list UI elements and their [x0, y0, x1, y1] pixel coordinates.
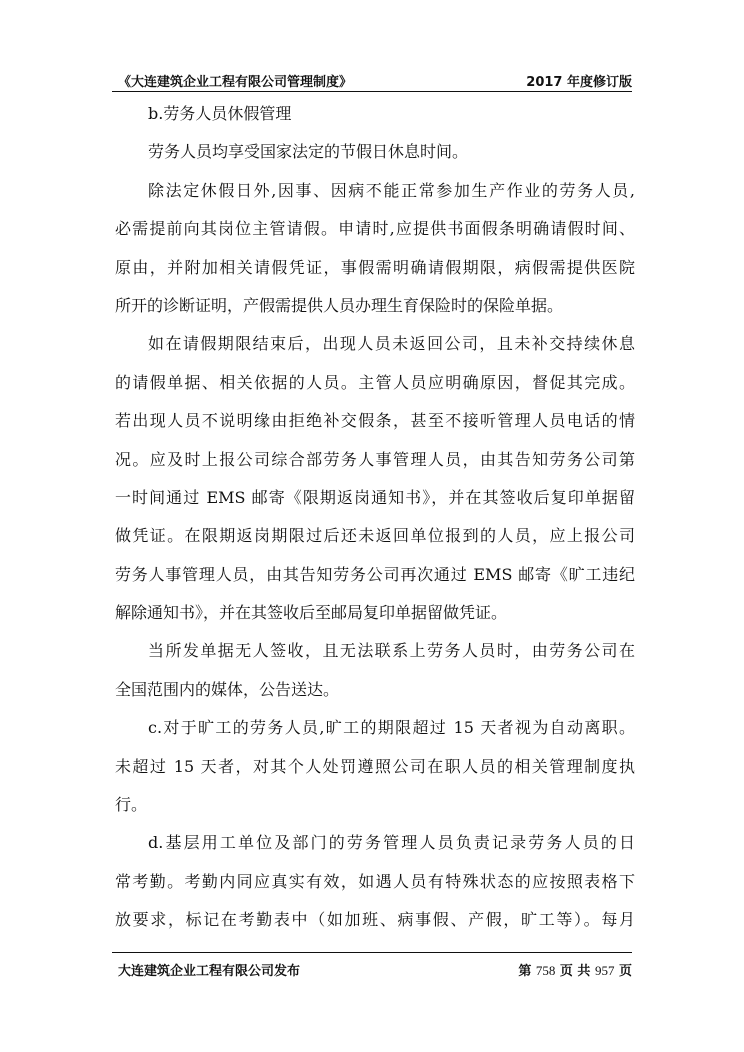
text-line: 劳务人事管理人员，由其告知劳务公司再次通过 EMS 邮寄《旷工违纪: [115, 564, 635, 584]
text-line: c.对于旷工的劳务人员,旷工的期限超过 15 天者视为自动离职。: [148, 718, 635, 738]
current-page-number: 758: [535, 963, 556, 978]
footer-divider: [112, 952, 632, 953]
page-body: [115, 95, 635, 940]
page-suffix: 页: [618, 964, 632, 979]
document-title: 《大连建筑企业工程有限公司管理制度》: [118, 75, 353, 90]
text-line: 全国范围内的媒体，公告送达。: [115, 679, 340, 699]
text-line: d.基层用工单位及部门的劳务管理人员负责记录劳务人员的日: [148, 833, 635, 853]
publisher-label: 大连建筑企业工程有限公司发布: [118, 964, 301, 979]
text-line: 必需提前向其岗位主管请假。申请时,应提供书面假条明确请假时间、: [115, 219, 635, 239]
text-line: 一时间通过 EMS 邮寄《限期返岗通知书》，并在其签收后复印单据留: [115, 487, 635, 507]
text-line: 如在请假期限结束后，出现人员未返回公司，且未补交持续休息: [148, 334, 635, 354]
text-line: 劳务人员均享受国家法定的节假日休息时间。: [148, 142, 469, 162]
text-line: 未超过 15 天者，对其个人处罚遵照公司在职人员的相关管理制度执: [115, 756, 635, 776]
text-line: 所开的诊断证明，产假需提供人员办理生育保险时的保险单据。: [115, 295, 564, 315]
page-counter: [518, 960, 632, 979]
edition-label: 2017 年度修订版: [526, 75, 632, 90]
text-line: 行。: [115, 795, 148, 815]
text-line: 解除通知书》，并在其签收后至邮局复印单据留做凭证。: [115, 603, 508, 623]
header-divider: [112, 91, 632, 92]
text-line: 常考勤。考勤内同应真实有效，如遇人员有特殊状态的应按照表格下: [115, 871, 635, 891]
text-line: 况。应及时上报公司综合部劳务人事管理人员，由其告知劳务公司第: [115, 449, 635, 469]
page-middle: 页 共: [559, 964, 591, 979]
text-line: 除法定休假日外,因事、因病不能正常参加生产作业的劳务人员,: [148, 180, 635, 200]
text-line: 当所发单据无人签收，且无法联系上劳务人员时，由劳务公司在: [148, 641, 635, 661]
text-line: 原由，并附加相关请假凭证，事假需明确请假期限，病假需提供医院: [115, 257, 635, 277]
text-line: 的请假单据、相关依据的人员。主管人员应明确原因，督促其完成。: [115, 372, 635, 392]
page-header: [118, 68, 632, 90]
text-line: 放要求，标记在考勤表中（如加班、病事假、产假，旷工等）。每月: [115, 910, 635, 930]
text-line: 若出现人员不说明缘由拒绝补交假条，甚至不接听管理人员电话的情: [115, 411, 635, 431]
total-page-number: 957: [594, 963, 615, 978]
page-footer: [118, 960, 632, 979]
page-prefix: 第: [518, 964, 532, 979]
text-line: b.劳务人员休假管理: [148, 104, 292, 123]
text-line: 做凭证。在限期返岗期限过后还未返回单位报到的人员，应上报公司: [115, 526, 635, 546]
